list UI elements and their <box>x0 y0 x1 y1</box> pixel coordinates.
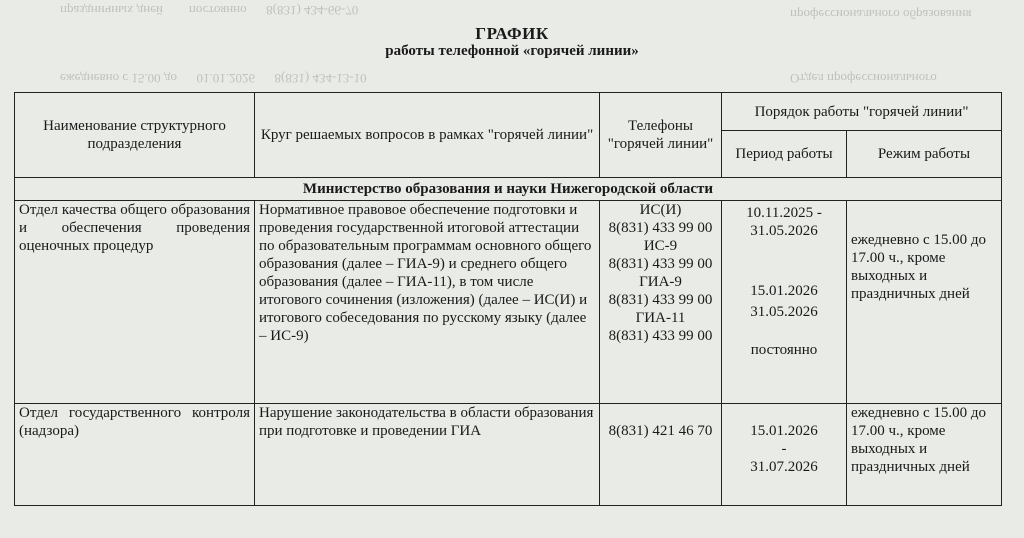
period-start: 15.01.2026 <box>750 423 818 439</box>
department-cell: Отдел качества общего образования и обеспечения проведения оценочных процедур <box>15 201 255 404</box>
phones-cell <box>600 404 722 506</box>
period-cell <box>722 404 847 506</box>
mode-text: ежедневно с 15.00 до 17.00 ч., кроме выходных и праздничных дней <box>851 232 986 302</box>
period-start: 15.01.2026 <box>750 283 818 299</box>
hotline-schedule-table <box>14 92 1002 506</box>
phones-cell <box>600 201 722 404</box>
phone-number: 8(831) 433 99 00 <box>608 256 713 272</box>
header-period: Период работы <box>722 131 847 178</box>
bleed-through-text: праздничных дней постоянно 8(831) 434-66-70 <box>60 3 359 18</box>
period-dash: - <box>781 441 787 457</box>
header-issues: Круг решаемых вопросов в рамках "горячей линии" <box>255 93 600 178</box>
document-subtitle: работы телефонной «горячей линии» <box>385 43 639 59</box>
period-cell <box>722 201 847 404</box>
phone-label: ГИА-9 <box>639 274 682 290</box>
bleed-through-text: ежедневно с 15.00 до 01.01.2026 8(831) 434-13-10 <box>60 71 367 86</box>
mode-cell: ежедневно с 15.00 до 17.00 ч., кроме выходных и праздничных дней <box>847 404 1002 506</box>
period-end: 31.07.2026 <box>750 459 818 475</box>
department-cell: Отдел государственного контроля (надзора) <box>15 404 255 506</box>
phone-number: 8(831) 421 46 70 <box>608 423 713 439</box>
phone-label: ИС(И) <box>639 202 682 218</box>
header-department: Наименование структурного подразделения <box>15 93 255 178</box>
header-mode: Режим работы <box>847 131 1002 178</box>
issues-cell: Нормативное правовое обеспечение подготовки и проведения государственной итоговой аттестации по образовательным программам основного общего образования (далее – ГИА-9) и среднего общего образования (далее – ГИА-11), в том числе итогового сочинения (изложения) (далее – ИС(И) и итогового собеседования по русскому языку (далее – ИС-9) <box>255 201 600 404</box>
document-title: ГРАФИК <box>475 24 549 43</box>
period-permanent: постоянно <box>750 342 818 358</box>
mode-cell <box>847 201 1002 404</box>
period-start: 10.11.2025 - <box>746 205 822 221</box>
phone-label: ИС-9 <box>643 238 678 254</box>
table-row <box>15 404 1002 506</box>
phone-label: ГИА-11 <box>635 310 686 326</box>
section-ministry: Министерство образования и науки Нижегородской области <box>15 178 1002 201</box>
phone-number: 8(831) 433 99 00 <box>608 292 713 308</box>
bleed-through-text: Отдел профессионального <box>790 71 937 86</box>
header-phones: Телефоны "горячей линии" <box>600 93 722 178</box>
period-end: 31.05.2026 <box>750 304 818 320</box>
header-procedure: Порядок работы "горячей линии" <box>722 93 1002 131</box>
phone-number: 8(831) 433 99 00 <box>608 328 713 344</box>
table-row <box>15 201 1002 404</box>
phone-number: 8(831) 433 99 00 <box>608 220 713 236</box>
issues-cell: Нарушение законодательства в области образования при подготовке и проведении ГИА <box>255 404 600 506</box>
bleed-through-text: профессионального образования <box>790 7 972 22</box>
period-end: 31.05.2026 <box>750 223 818 239</box>
